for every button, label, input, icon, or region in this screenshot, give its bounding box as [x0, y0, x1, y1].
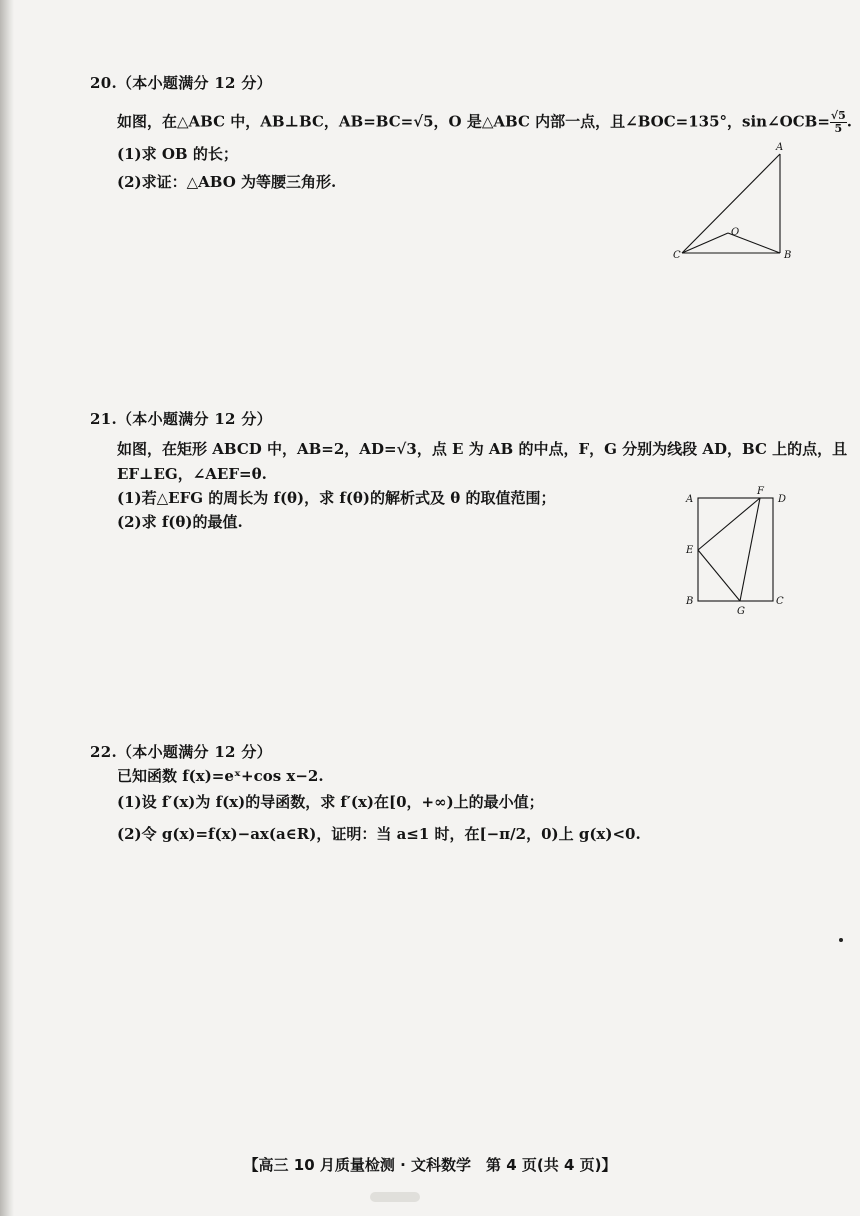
scan-smudge: [370, 1192, 420, 1202]
problem-21-stem-line-1: 如图，在矩形 ABCD 中，AB=2，AD=√3，点 E 为 AB 的中点，F，G 分别为线段 AD，BC 上的点，且: [117, 440, 848, 458]
label-e: E: [686, 545, 694, 556]
page-footer: 【高三 10 月质量检测 · 文科数学 第 4 页(共 4 页)】: [243, 1156, 617, 1174]
label-b: B: [686, 596, 694, 607]
problem-22-stem: 已知函数 f(x)=eˣ+cos x−2.: [117, 767, 324, 785]
problem-21-part-2: (2)求 f(θ)的最值.: [117, 513, 243, 531]
fraction-numerator: √5: [830, 109, 846, 122]
problem-21-header: 21.（本小题满分 12 分）: [90, 410, 272, 428]
problem-20-header: 20.（本小题满分 12 分）: [90, 74, 272, 92]
problem-20-stem-end: .: [846, 112, 853, 131]
fraction-denominator: 5: [834, 122, 843, 135]
problem-20-part-1: (1)求 OB 的长；: [117, 145, 238, 163]
problem-22-part-1: (1)设 f′(x)为 f(x)的导函数，求 f′(x)在[0，+∞)上的最小值；: [117, 793, 544, 811]
problem-22-header: 22.（本小题满分 12 分）: [90, 743, 272, 761]
problem-20-stem-text: 如图，在△ABC 中，AB⊥BC，AB=BC=√5，O 是△ABC 内部一点，且∠BOC=135°，sin∠OCB=: [117, 112, 830, 131]
label-c: C: [673, 250, 681, 261]
rectangle-abcd-figure: [680, 485, 800, 615]
label-f: F: [757, 486, 764, 497]
problem-20-stem: [117, 110, 852, 135]
label-b: B: [784, 250, 792, 261]
label-c: C: [776, 596, 784, 607]
ink-dot: [839, 938, 843, 942]
sqrt5-over-5-fraction: [830, 110, 847, 135]
triangle-abc-figure: [670, 140, 800, 270]
label-o: O: [731, 227, 740, 238]
problem-21-part-1: (1)若△EFG 的周长为 f(θ)，求 f(θ)的解析式及 θ 的取值范围；: [117, 489, 556, 507]
problem-22-part-2: (2)令 g(x)=f(x)−ax(a∈R)，证明：当 a≤1 时，在[−π/2，0)上 g(x)<0.: [117, 825, 641, 843]
label-a: A: [686, 494, 694, 505]
label-g: G: [737, 606, 745, 617]
label-a: A: [776, 142, 784, 153]
page-shadow: [0, 0, 14, 1216]
problem-21-stem-line-2: EF⊥EG，∠AEF=θ.: [117, 465, 267, 483]
label-d: D: [778, 494, 787, 505]
problem-20-part-2: (2)求证：△ABO 为等腰三角形.: [117, 173, 337, 191]
